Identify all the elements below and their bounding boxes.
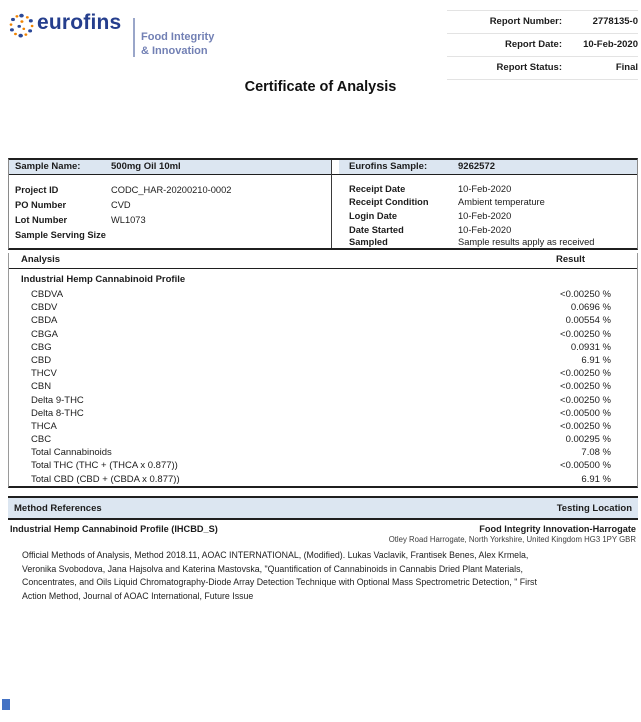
analysis-row (9, 354, 637, 367)
receipt-date-value: 10-Feb-2020 (458, 184, 512, 194)
analyte-name: CBGA (31, 328, 58, 340)
report-status-label: Report Status: (496, 62, 562, 73)
analyte-result: 6.91 % (581, 473, 611, 485)
sample-row (9, 196, 637, 208)
analyte-result: <0.00250 % (560, 420, 611, 432)
po-number-value: CVD (111, 200, 131, 210)
analysis-row (9, 314, 637, 327)
analyte-name: CBDV (31, 302, 58, 314)
login-date-value: 10-Feb-2020 (458, 211, 512, 221)
analysis-row (9, 328, 637, 341)
analyte-name: THCV (31, 368, 57, 380)
testing-location-block (389, 524, 636, 544)
project-id-label: Project ID (15, 185, 59, 195)
sampled-label: Sampled (349, 237, 388, 247)
analyte-result: 6.91 % (581, 354, 611, 366)
report-date-label: Report Date: (504, 39, 562, 50)
receipt-condition-label: Receipt Condition (349, 197, 429, 207)
brand-tagline (141, 30, 214, 58)
sample-row (9, 210, 637, 222)
analysis-row (9, 446, 637, 459)
analyte-result: <0.00500 % (560, 460, 611, 472)
analyte-name: CBC (31, 434, 52, 446)
analyte-name: Total THC (THC + (THCA x 0.877)) (31, 460, 178, 472)
method-references-header (8, 496, 638, 520)
sample-info-header (9, 160, 637, 175)
analysis-row (9, 380, 637, 393)
sampled-value: Sample results apply as received (458, 237, 595, 247)
analyte-name: Delta 8-THC (31, 407, 84, 419)
analyte-result: 0.0931 % (570, 341, 611, 353)
analyte-result: 0.0696 % (570, 302, 611, 314)
sample-row (9, 236, 637, 248)
analyte-name: Delta 9-THC (31, 394, 84, 406)
eurofins-sample-label: Eurofins Sample: (349, 161, 428, 172)
analyte-name: CBDVA (31, 289, 64, 300)
analyte-name: CBD (31, 354, 52, 366)
testing-location-address: Otley Road Harrogate, North Yorkshire, United Kingdom HG3 1PY GBR (388, 535, 636, 544)
tagline-line2: & Innovation (141, 45, 208, 57)
analysis-row (9, 394, 637, 407)
analysis-row (9, 459, 637, 472)
page-title: Certificate of Analysis (244, 79, 397, 95)
receipt-date-label: Receipt Date (349, 184, 406, 194)
po-number-label: PO Number (15, 200, 67, 210)
analyte-result: <0.00500 % (560, 407, 611, 419)
analysis-row (9, 301, 637, 314)
report-status-value: Final (615, 62, 638, 73)
eurofins-sample-value: 9262572 (458, 161, 495, 172)
analyte-name: CBDA (31, 315, 58, 327)
sample-name-label: Sample Name: (15, 161, 81, 172)
analyte-result: <0.00250 % (560, 289, 611, 300)
analyte-result: <0.00250 % (560, 381, 611, 393)
analyte-result: 7.08 % (581, 447, 611, 459)
analyte-result: <0.00250 % (560, 394, 611, 406)
date-started-value: 10-Feb-2020 (458, 225, 512, 235)
login-date-label: Login Date (349, 211, 398, 221)
analysis-row (9, 420, 637, 433)
report-date-row (447, 33, 638, 56)
receipt-condition-value: Ambient temperature (458, 197, 545, 207)
analysis-group-title: Industrial Hemp Cannabinoid Profile (21, 274, 186, 285)
eurofins-logo-icon (8, 12, 35, 39)
sample-name-value: 500mg Oil 10ml (111, 161, 181, 172)
analyte-result: 0.00554 % (565, 315, 611, 327)
method-name: Industrial Hemp Cannabinoid Profile (IHCBD_S) (10, 524, 218, 534)
report-number-label: Report Number: (489, 16, 562, 27)
analyte-result: <0.00250 % (560, 368, 611, 380)
analysis-column-header: Analysis (21, 254, 61, 265)
analyte-name: Total CBD (CBD + (CBDA x 0.877)) (31, 473, 180, 485)
analyte-name: THCA (31, 420, 57, 432)
lot-number-label: Lot Number (15, 215, 68, 225)
lot-number-value: WL1073 (111, 215, 146, 225)
analyte-result: 0.00295 % (565, 434, 611, 446)
result-column-header: Result (555, 254, 585, 265)
analysis-row (9, 367, 637, 380)
serving-size-label: Sample Serving Size (15, 230, 106, 240)
sample-row (9, 224, 637, 236)
method-citation: Official Methods of Analysis, Method 2018.11, AOAC INTERNATIONAL, (Modified). Lukas Vaclavik, Frantisek Benes, Alex Krmela, Veronika Svobodova, Jana Hajsolva and Katerina Mastovska, "Quantification of Cannabinoids in Cannabis Dried Plant Materials, Concentrates, and Oils Liquid Chromatography-Diode Array Detection Technique with Optional Mass Spectrometric Detection, " First Action Method, Journal of AOAC International, Future Issue (22, 550, 537, 601)
tagline-line1: Food Integrity (141, 31, 215, 43)
analysis-table-header (9, 253, 637, 269)
testing-location-name: Food Integrity Innovation-Harrogate (479, 524, 636, 534)
footer-page-marker-icon (2, 699, 10, 710)
analysis-row (9, 341, 637, 354)
date-started-label: Date Started (349, 225, 404, 235)
logo-divider (133, 18, 135, 57)
report-number-row (447, 10, 638, 33)
report-info (447, 10, 638, 80)
analysis-row (9, 407, 637, 420)
report-number-value: 2778135-0 (592, 16, 638, 27)
analyte-result: <0.00250 % (560, 328, 611, 340)
report-date-value: 10-Feb-2020 (583, 39, 638, 50)
sample-row (9, 183, 637, 195)
analyte-name: Total Cannabinoids (31, 447, 112, 459)
testing-location-label: Testing Location (556, 502, 632, 514)
analysis-row (9, 288, 637, 301)
sample-info-section (8, 158, 638, 250)
method-references-label: Method References (14, 502, 102, 514)
analyte-name: CBN (31, 381, 52, 393)
analyte-name: CBG (31, 341, 52, 353)
analysis-row (9, 473, 637, 486)
analysis-section (8, 253, 638, 488)
brand-wordmark: eurofins (37, 11, 122, 34)
project-id-value: CODC_HAR-20200210-0002 (111, 185, 232, 195)
report-status-row (447, 56, 638, 80)
analysis-row (9, 433, 637, 446)
